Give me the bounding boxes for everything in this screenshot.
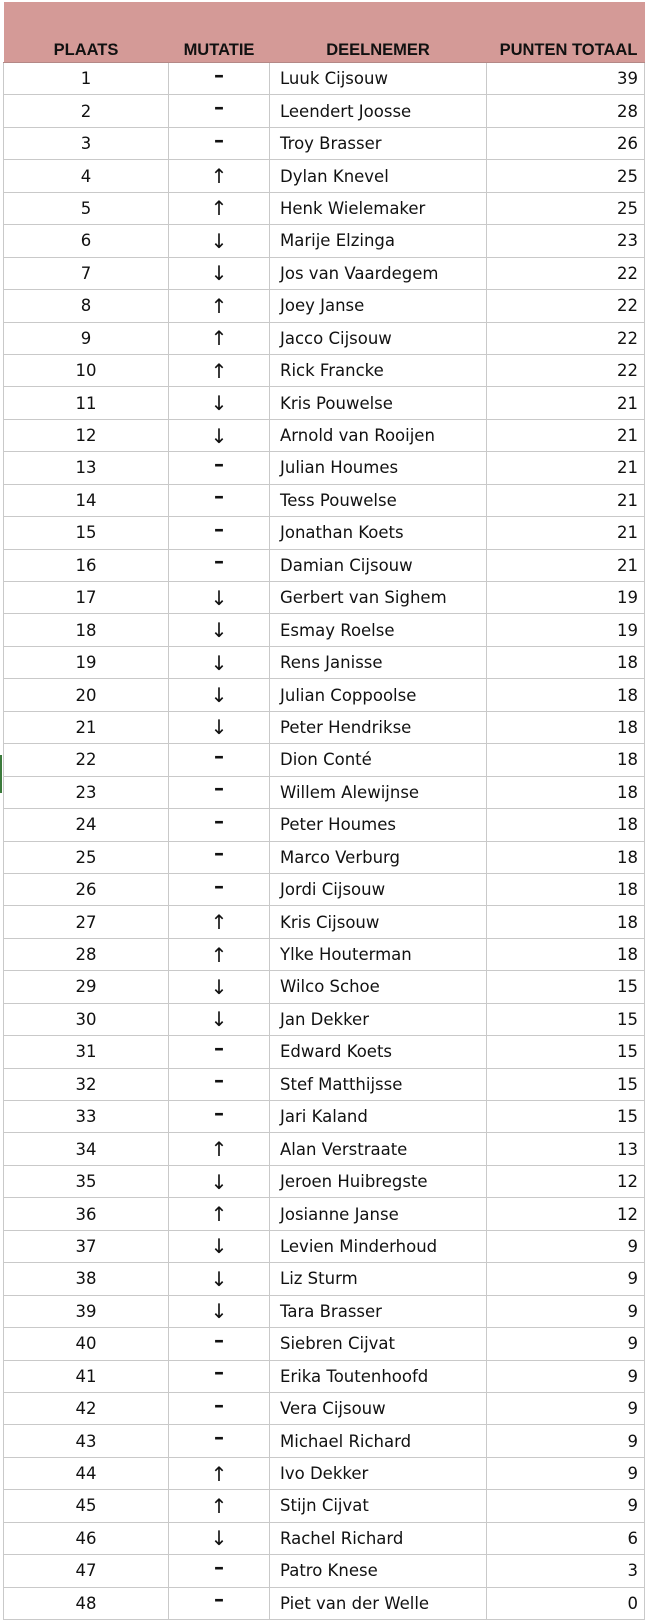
cell-deelnemer[interactable]: Ylke Houterman xyxy=(270,938,487,970)
cell-punten[interactable]: 19 xyxy=(487,614,645,646)
arrow-down-icon: ↓ xyxy=(210,683,228,708)
cell-mutatie[interactable] xyxy=(169,419,270,451)
cell-deelnemer[interactable]: Jacco Cijsouw xyxy=(270,322,487,354)
header-plaats[interactable]: PLAATS xyxy=(4,2,169,63)
table-row xyxy=(4,971,645,1003)
cell-plaats[interactable]: 34 xyxy=(4,1133,169,1165)
cell-punten[interactable]: 18 xyxy=(487,711,645,743)
cell-deelnemer[interactable]: Tess Pouwelse xyxy=(270,484,487,516)
cell-punten[interactable]: 9 xyxy=(487,1425,645,1457)
cell-mutatie[interactable] xyxy=(169,517,270,549)
table-row xyxy=(4,1036,645,1068)
cell-deelnemer[interactable]: Marco Verburg xyxy=(270,841,487,873)
table-row xyxy=(4,873,645,905)
table-row xyxy=(4,95,645,127)
cell-deelnemer[interactable]: Jeroen Huibregste xyxy=(270,1165,487,1197)
cell-mutatie[interactable] xyxy=(169,1133,270,1165)
cell-plaats[interactable]: 1 xyxy=(4,63,169,95)
cell-punten[interactable]: 9 xyxy=(487,1392,645,1424)
cell-plaats[interactable]: 15 xyxy=(4,517,169,549)
cell-plaats[interactable]: 21 xyxy=(4,711,169,743)
cell-mutatie[interactable] xyxy=(169,1587,270,1619)
table-row xyxy=(4,1328,645,1360)
cell-plaats[interactable]: 32 xyxy=(4,1068,169,1100)
no-change-icon: – xyxy=(214,1554,224,1579)
cell-plaats[interactable]: 27 xyxy=(4,906,169,938)
cell-mutatie[interactable] xyxy=(169,841,270,873)
table-row xyxy=(4,1101,645,1133)
cell-plaats[interactable]: 30 xyxy=(4,1003,169,1035)
cell-deelnemer[interactable]: Edward Koets xyxy=(270,1036,487,1068)
cell-punten[interactable]: 21 xyxy=(487,549,645,581)
header-punten-totaal[interactable]: PUNTEN TOTAAL xyxy=(487,2,645,63)
table-row xyxy=(4,127,645,159)
cell-deelnemer[interactable]: Damian Cijsouw xyxy=(270,549,487,581)
cell-plaats[interactable]: 13 xyxy=(4,452,169,484)
arrow-up-icon: ↑ xyxy=(210,1137,228,1162)
cell-deelnemer[interactable]: Erika Toutenhoofd xyxy=(270,1360,487,1392)
no-change-icon: – xyxy=(214,1327,224,1352)
cell-punten[interactable]: 18 xyxy=(487,841,645,873)
arrow-up-icon: ↑ xyxy=(210,196,228,221)
arrow-down-icon: ↓ xyxy=(210,715,228,740)
cell-plaats[interactable]: 22 xyxy=(4,744,169,776)
row-selection-marker xyxy=(0,755,2,793)
cell-deelnemer[interactable]: Kris Pouwelse xyxy=(270,387,487,419)
table-row xyxy=(4,1295,645,1327)
table-body xyxy=(4,63,645,1620)
cell-plaats[interactable]: 23 xyxy=(4,776,169,808)
arrow-down-icon: ↓ xyxy=(210,1169,228,1194)
cell-punten[interactable]: 22 xyxy=(487,257,645,289)
cell-punten[interactable]: 21 xyxy=(487,517,645,549)
cell-mutatie[interactable] xyxy=(169,1360,270,1392)
table-row xyxy=(4,1522,645,1554)
cell-plaats[interactable]: 3 xyxy=(4,127,169,159)
cell-plaats[interactable]: 37 xyxy=(4,1230,169,1262)
cell-punten[interactable]: 9 xyxy=(487,1490,645,1522)
cell-mutatie[interactable] xyxy=(169,679,270,711)
cell-punten[interactable]: 15 xyxy=(487,1101,645,1133)
cell-punten[interactable]: 18 xyxy=(487,646,645,678)
table-row xyxy=(4,192,645,224)
cell-deelnemer[interactable]: Arnold van Rooijen xyxy=(270,419,487,451)
cell-deelnemer[interactable]: Jan Dekker xyxy=(270,1003,487,1035)
cell-deelnemer[interactable]: Esmay Roelse xyxy=(270,614,487,646)
arrow-up-icon: ↑ xyxy=(210,1493,228,1518)
cell-deelnemer[interactable]: Rick Francke xyxy=(270,354,487,386)
cell-plaats[interactable]: 25 xyxy=(4,841,169,873)
no-change-icon: – xyxy=(214,743,224,768)
cell-deelnemer[interactable]: Siebren Cijvat xyxy=(270,1328,487,1360)
table-row xyxy=(4,160,645,192)
arrow-down-icon: ↓ xyxy=(210,1299,228,1324)
cell-punten[interactable]: 22 xyxy=(487,322,645,354)
cell-plaats[interactable]: 45 xyxy=(4,1490,169,1522)
cell-punten[interactable]: 9 xyxy=(487,1457,645,1489)
no-change-icon: – xyxy=(214,62,224,87)
cell-mutatie[interactable] xyxy=(169,1263,270,1295)
cell-plaats[interactable]: 8 xyxy=(4,290,169,322)
table-row xyxy=(4,452,645,484)
cell-punten[interactable]: 15 xyxy=(487,1036,645,1068)
arrow-up-icon: ↑ xyxy=(210,293,228,318)
cell-punten[interactable]: 0 xyxy=(487,1587,645,1619)
table-row xyxy=(4,517,645,549)
cell-plaats[interactable]: 18 xyxy=(4,614,169,646)
cell-plaats[interactable]: 36 xyxy=(4,1198,169,1230)
cell-punten[interactable]: 9 xyxy=(487,1295,645,1327)
no-change-icon: – xyxy=(214,127,224,152)
cell-deelnemer[interactable]: Willem Alewijnse xyxy=(270,776,487,808)
cell-mutatie[interactable] xyxy=(169,711,270,743)
cell-deelnemer[interactable]: Patro Knese xyxy=(270,1555,487,1587)
cell-punten[interactable]: 21 xyxy=(487,387,645,419)
cell-mutatie[interactable] xyxy=(169,1425,270,1457)
cell-plaats[interactable]: 33 xyxy=(4,1101,169,1133)
table-row xyxy=(4,387,645,419)
cell-plaats[interactable]: 11 xyxy=(4,387,169,419)
cell-plaats[interactable]: 26 xyxy=(4,873,169,905)
cell-mutatie[interactable] xyxy=(169,1392,270,1424)
cell-deelnemer[interactable]: Tara Brasser xyxy=(270,1295,487,1327)
header-mutatie[interactable]: MUTATIE xyxy=(169,2,270,63)
cell-mutatie[interactable] xyxy=(169,906,270,938)
cell-deelnemer[interactable]: Luuk Cijsouw xyxy=(270,63,487,95)
arrow-down-icon: ↓ xyxy=(210,228,228,253)
table-row xyxy=(4,354,645,386)
arrow-up-icon: ↑ xyxy=(210,1202,228,1227)
arrow-down-icon: ↓ xyxy=(210,261,228,286)
table-row xyxy=(4,582,645,614)
cell-mutatie[interactable] xyxy=(169,809,270,841)
table-row xyxy=(4,711,645,743)
cell-mutatie[interactable] xyxy=(169,1230,270,1262)
table-row xyxy=(4,646,645,678)
arrow-down-icon: ↓ xyxy=(210,1007,228,1032)
cell-deelnemer[interactable]: Kris Cijsouw xyxy=(270,906,487,938)
cell-deelnemer[interactable]: Vera Cijsouw xyxy=(270,1392,487,1424)
cell-deelnemer[interactable]: Jonathan Koets xyxy=(270,517,487,549)
cell-deelnemer[interactable]: Rachel Richard xyxy=(270,1522,487,1554)
cell-mutatie[interactable] xyxy=(169,614,270,646)
cell-punten[interactable]: 25 xyxy=(487,192,645,224)
arrow-down-icon: ↓ xyxy=(210,1526,228,1551)
table-row xyxy=(4,1425,645,1457)
table-row xyxy=(4,1263,645,1295)
cell-punten[interactable]: 9 xyxy=(487,1230,645,1262)
cell-punten[interactable]: 23 xyxy=(487,225,645,257)
table-row xyxy=(4,1165,645,1197)
table-row xyxy=(4,63,645,95)
cell-mutatie[interactable] xyxy=(169,257,270,289)
cell-punten[interactable]: 3 xyxy=(487,1555,645,1587)
cell-plaats[interactable]: 12 xyxy=(4,419,169,451)
cell-mutatie[interactable] xyxy=(169,225,270,257)
cell-punten[interactable]: 21 xyxy=(487,452,645,484)
cell-deelnemer[interactable]: Stef Matthijsse xyxy=(270,1068,487,1100)
cell-plaats[interactable]: 46 xyxy=(4,1522,169,1554)
table-row xyxy=(4,1230,645,1262)
table-row xyxy=(4,679,645,711)
cell-punten[interactable]: 18 xyxy=(487,679,645,711)
cell-plaats[interactable]: 47 xyxy=(4,1555,169,1587)
cell-mutatie[interactable] xyxy=(169,452,270,484)
arrow-down-icon: ↓ xyxy=(210,391,228,416)
cell-punten[interactable]: 22 xyxy=(487,354,645,386)
arrow-down-icon: ↓ xyxy=(210,618,228,643)
table-row xyxy=(4,549,645,581)
cell-deelnemer[interactable]: Michael Richard xyxy=(270,1425,487,1457)
cell-plaats[interactable]: 6 xyxy=(4,225,169,257)
header-row xyxy=(4,2,645,63)
cell-plaats[interactable]: 5 xyxy=(4,192,169,224)
cell-punten[interactable]: 15 xyxy=(487,1003,645,1035)
cell-deelnemer[interactable]: Henk Wielemaker xyxy=(270,192,487,224)
cell-deelnemer[interactable]: Jari Kaland xyxy=(270,1101,487,1133)
cell-deelnemer[interactable]: Peter Hendrikse xyxy=(270,711,487,743)
cell-mutatie[interactable] xyxy=(169,744,270,776)
arrow-down-icon: ↓ xyxy=(210,423,228,448)
cell-punten[interactable]: 9 xyxy=(487,1360,645,1392)
cell-mutatie[interactable] xyxy=(169,192,270,224)
arrow-up-icon: ↑ xyxy=(210,164,228,189)
cell-plaats[interactable]: 4 xyxy=(4,160,169,192)
cell-plaats[interactable]: 7 xyxy=(4,257,169,289)
table-row xyxy=(4,1198,645,1230)
cell-mutatie[interactable] xyxy=(169,873,270,905)
no-change-icon: – xyxy=(214,1035,224,1060)
cell-mutatie[interactable] xyxy=(169,1457,270,1489)
cell-plaats[interactable]: 43 xyxy=(4,1425,169,1457)
header-deelnemer[interactable]: DEELNEMER xyxy=(270,2,487,63)
cell-deelnemer[interactable]: Dylan Knevel xyxy=(270,160,487,192)
cell-plaats[interactable]: 17 xyxy=(4,582,169,614)
table-row xyxy=(4,906,645,938)
cell-plaats[interactable]: 19 xyxy=(4,646,169,678)
arrow-up-icon: ↑ xyxy=(210,326,228,351)
cell-punten[interactable]: 9 xyxy=(487,1263,645,1295)
arrow-down-icon: ↓ xyxy=(210,585,228,610)
table-row xyxy=(4,1490,645,1522)
cell-mutatie[interactable] xyxy=(169,160,270,192)
cell-punten[interactable]: 18 xyxy=(487,744,645,776)
cell-plaats[interactable]: 44 xyxy=(4,1457,169,1489)
cell-deelnemer[interactable]: Julian Coppoolse xyxy=(270,679,487,711)
cell-plaats[interactable]: 24 xyxy=(4,809,169,841)
cell-mutatie[interactable] xyxy=(169,938,270,970)
cell-deelnemer[interactable]: Ivo Dekker xyxy=(270,1457,487,1489)
no-change-icon: – xyxy=(214,1100,224,1125)
arrow-down-icon: ↓ xyxy=(210,974,228,999)
arrow-down-icon: ↓ xyxy=(210,1234,228,1259)
cell-mutatie[interactable] xyxy=(169,646,270,678)
cell-mutatie[interactable] xyxy=(169,776,270,808)
cell-mutatie[interactable] xyxy=(169,354,270,386)
cell-punten[interactable]: 28 xyxy=(487,95,645,127)
cell-plaats[interactable]: 40 xyxy=(4,1328,169,1360)
cell-deelnemer[interactable]: Levien Minderhoud xyxy=(270,1230,487,1262)
cell-mutatie[interactable] xyxy=(169,549,270,581)
cell-mutatie[interactable] xyxy=(169,95,270,127)
table-row xyxy=(4,257,645,289)
table-row xyxy=(4,484,645,516)
no-change-icon: – xyxy=(214,1068,224,1093)
cell-plaats[interactable]: 39 xyxy=(4,1295,169,1327)
cell-deelnemer[interactable]: Troy Brasser xyxy=(270,127,487,159)
cell-mutatie[interactable] xyxy=(169,1101,270,1133)
table-row xyxy=(4,614,645,646)
cell-punten[interactable]: 12 xyxy=(487,1165,645,1197)
table-row xyxy=(4,225,645,257)
cell-deelnemer[interactable]: Liz Sturm xyxy=(270,1263,487,1295)
cell-deelnemer[interactable]: Jordi Cijsouw xyxy=(270,873,487,905)
table-row xyxy=(4,1003,645,1035)
cell-punten[interactable]: 15 xyxy=(487,971,645,1003)
table-row xyxy=(4,1133,645,1165)
cell-plaats[interactable]: 41 xyxy=(4,1360,169,1392)
table-row xyxy=(4,1392,645,1424)
cell-mutatie[interactable] xyxy=(169,971,270,1003)
cell-deelnemer[interactable]: Josianne Janse xyxy=(270,1198,487,1230)
cell-deelnemer[interactable]: Julian Houmes xyxy=(270,452,487,484)
cell-mutatie[interactable] xyxy=(169,1522,270,1554)
cell-plaats[interactable]: 35 xyxy=(4,1165,169,1197)
cell-punten[interactable]: 12 xyxy=(487,1198,645,1230)
cell-mutatie[interactable] xyxy=(169,322,270,354)
table-row xyxy=(4,1587,645,1619)
cell-deelnemer[interactable]: Joey Janse xyxy=(270,290,487,322)
no-change-icon: – xyxy=(214,841,224,866)
cell-mutatie[interactable] xyxy=(169,290,270,322)
no-change-icon: – xyxy=(214,873,224,898)
cell-deelnemer[interactable]: Alan Verstraate xyxy=(270,1133,487,1165)
table-row xyxy=(4,1068,645,1100)
cell-punten[interactable]: 21 xyxy=(487,484,645,516)
cell-mutatie[interactable] xyxy=(169,387,270,419)
cell-plaats[interactable]: 28 xyxy=(4,938,169,970)
cell-punten[interactable]: 18 xyxy=(487,873,645,905)
cell-punten[interactable]: 18 xyxy=(487,906,645,938)
cell-plaats[interactable]: 20 xyxy=(4,679,169,711)
cell-plaats[interactable]: 16 xyxy=(4,549,169,581)
cell-deelnemer[interactable]: Wilco Schoe xyxy=(270,971,487,1003)
cell-deelnemer[interactable]: Rens Janisse xyxy=(270,646,487,678)
no-change-icon: – xyxy=(214,1360,224,1385)
arrow-down-icon: ↓ xyxy=(210,650,228,675)
cell-mutatie[interactable] xyxy=(169,1555,270,1587)
table-row xyxy=(4,776,645,808)
arrow-up-icon: ↑ xyxy=(210,910,228,935)
no-change-icon: – xyxy=(214,95,224,120)
table-row xyxy=(4,1555,645,1587)
cell-deelnemer[interactable]: Peter Houmes xyxy=(270,809,487,841)
cell-plaats[interactable]: 14 xyxy=(4,484,169,516)
cell-plaats[interactable]: 10 xyxy=(4,354,169,386)
no-change-icon: – xyxy=(214,1392,224,1417)
cell-mutatie[interactable] xyxy=(169,1003,270,1035)
standings-table xyxy=(3,2,645,1620)
cell-deelnemer[interactable]: Piet van der Welle xyxy=(270,1587,487,1619)
cell-mutatie[interactable] xyxy=(169,127,270,159)
cell-mutatie[interactable] xyxy=(169,582,270,614)
no-change-icon: – xyxy=(214,516,224,541)
cell-punten[interactable]: 25 xyxy=(487,160,645,192)
no-change-icon: – xyxy=(214,451,224,476)
table-row xyxy=(4,809,645,841)
cell-mutatie[interactable] xyxy=(169,484,270,516)
arrow-up-icon: ↑ xyxy=(210,942,228,967)
cell-punten[interactable]: 26 xyxy=(487,127,645,159)
table-row xyxy=(4,1360,645,1392)
cell-mutatie[interactable] xyxy=(169,1295,270,1327)
cell-deelnemer[interactable]: Marije Elzinga xyxy=(270,225,487,257)
cell-punten[interactable]: 18 xyxy=(487,809,645,841)
cell-plaats[interactable]: 42 xyxy=(4,1392,169,1424)
table-row xyxy=(4,938,645,970)
table-row xyxy=(4,419,645,451)
cell-punten[interactable]: 9 xyxy=(487,1328,645,1360)
cell-deelnemer[interactable]: Gerbert van Sighem xyxy=(270,582,487,614)
cell-punten[interactable]: 6 xyxy=(487,1522,645,1554)
no-change-icon: – xyxy=(214,776,224,801)
cell-punten[interactable]: 13 xyxy=(487,1133,645,1165)
cell-plaats[interactable]: 48 xyxy=(4,1587,169,1619)
cell-mutatie[interactable] xyxy=(169,1068,270,1100)
table-row xyxy=(4,744,645,776)
cell-deelnemer[interactable]: Dion Conté xyxy=(270,744,487,776)
cell-deelnemer[interactable]: Leendert Joosse xyxy=(270,95,487,127)
table-row xyxy=(4,841,645,873)
no-change-icon: – xyxy=(214,1425,224,1450)
cell-punten[interactable]: 18 xyxy=(487,776,645,808)
cell-punten[interactable]: 39 xyxy=(487,63,645,95)
no-change-icon: – xyxy=(214,1587,224,1612)
table-row xyxy=(4,322,645,354)
cell-mutatie[interactable] xyxy=(169,1198,270,1230)
cell-mutatie[interactable] xyxy=(169,1036,270,1068)
cell-deelnemer[interactable]: Stijn Cijvat xyxy=(270,1490,487,1522)
cell-punten[interactable]: 19 xyxy=(487,582,645,614)
table-row xyxy=(4,290,645,322)
cell-punten[interactable]: 15 xyxy=(487,1068,645,1100)
cell-mutatie[interactable] xyxy=(169,1165,270,1197)
no-change-icon: – xyxy=(214,484,224,509)
cell-plaats[interactable]: 9 xyxy=(4,322,169,354)
no-change-icon: – xyxy=(214,549,224,574)
arrow-up-icon: ↑ xyxy=(210,358,228,383)
cell-plaats[interactable]: 38 xyxy=(4,1263,169,1295)
cell-punten[interactable]: 21 xyxy=(487,419,645,451)
no-change-icon: – xyxy=(214,808,224,833)
arrow-up-icon: ↑ xyxy=(210,1461,228,1486)
cell-deelnemer[interactable]: Jos van Vaardegem xyxy=(270,257,487,289)
cell-mutatie[interactable] xyxy=(169,1490,270,1522)
cell-plaats[interactable]: 2 xyxy=(4,95,169,127)
table-row xyxy=(4,1457,645,1489)
cell-punten[interactable]: 22 xyxy=(487,290,645,322)
cell-plaats[interactable]: 29 xyxy=(4,971,169,1003)
arrow-down-icon: ↓ xyxy=(210,1266,228,1291)
cell-mutatie[interactable] xyxy=(169,63,270,95)
cell-plaats[interactable]: 31 xyxy=(4,1036,169,1068)
cell-mutatie[interactable] xyxy=(169,1328,270,1360)
cell-punten[interactable]: 18 xyxy=(487,938,645,970)
